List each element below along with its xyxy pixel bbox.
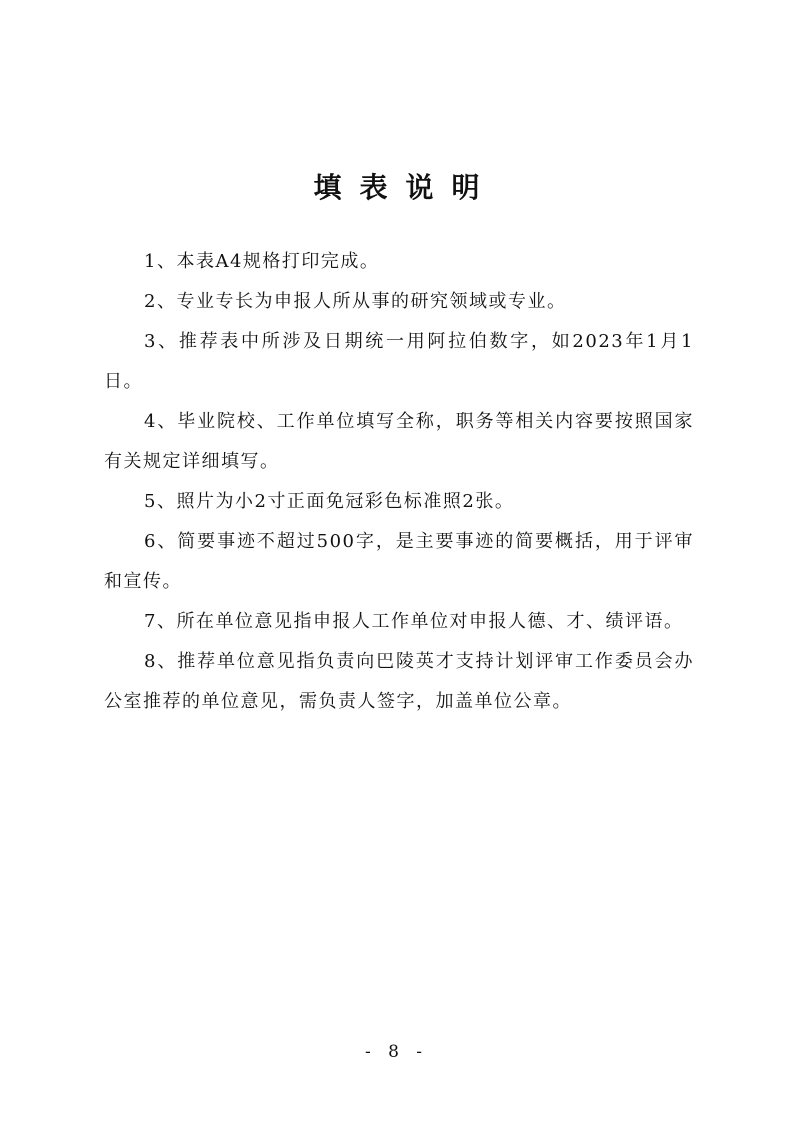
instruction-item-5: 5、照片为小2寸正面免冠彩色标准照2张。	[144, 491, 515, 512]
instruction-item-3: 3、推荐表中所涉及日期统一用阿拉伯数字，如2023年1月1日。	[104, 331, 694, 392]
instruction-item-6: 6、简要事迹不超过500字，是主要事迹的简要概括，用于评审和宣传。	[104, 531, 694, 592]
instruction-item-7: 7、所在单位意见指申报人工作单位对申报人德、才、绩评语。	[144, 611, 684, 632]
instruction-item-1: 1、本表A4规格打印完成。	[144, 251, 380, 272]
page-number: - 8 -	[364, 1042, 429, 1062]
instruction-item-4: 4、毕业院校、工作单位填写全称，职务等相关内容要按照国家有关规定详细填写。	[104, 411, 694, 472]
instruction-item-2: 2、专业专长为申报人所从事的研究领域或专业。	[144, 291, 567, 312]
instruction-item-8: 8、推荐单位意见指负责向巴陵英才支持计划评审工作委员会办公室推荐的单位意见，需负责人签字，加盖单位公章。	[104, 651, 694, 712]
instructions-list	[104, 242, 694, 722]
page-title: 填表说明	[313, 171, 498, 204]
